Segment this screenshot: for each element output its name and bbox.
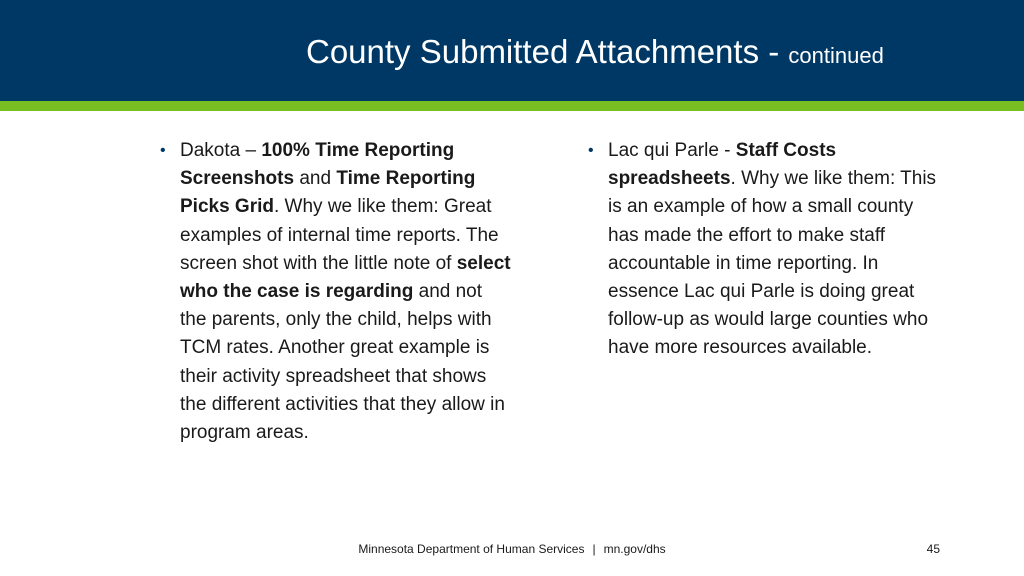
header-accent-stripe — [0, 101, 1024, 111]
text-segment: Lac qui Parle - — [608, 140, 736, 161]
slide-title — [306, 30, 1006, 78]
bold-text-segment: Staff Costs spreadsheets — [608, 140, 837, 190]
slide-title-subtitle: continued — [788, 43, 884, 68]
footer-org: Minnesota Department of Human Services — [358, 542, 585, 556]
footer-separator: | — [592, 542, 596, 556]
bullet-text-lac-qui-parle — [608, 137, 943, 363]
text-segment: and not the parents, only the child, helps with TCM rates. Another great example is their activity spreadsheet that shows the different activities that they allow in program areas. — [180, 281, 505, 444]
footer — [0, 541, 1024, 557]
bold-text-segment: Time Reporting Picks Grid — [180, 168, 476, 218]
bold-text-segment: 100% Time Reporting Screenshots — [180, 140, 455, 190]
bullet-item-lac-qui-parle — [588, 137, 943, 363]
bullet-icon: • — [160, 142, 166, 159]
text-segment: . Why we like them: This is an example of how a small county has made the effort to make staff accountable in time reporting. In essence Lac qui Parle is doing great follow-up as would large counties who have more resources available. — [608, 168, 937, 359]
bullet-icon: • — [588, 142, 594, 159]
slide-title-main: County Submitted Attachments - — [306, 33, 789, 70]
text-segment: . Why we like them: Great examples of internal time reports. The screen shot with the little note of — [180, 196, 499, 274]
text-segment: and — [294, 168, 337, 190]
footer-url: mn.gov/dhs — [603, 542, 666, 556]
left-column — [160, 137, 512, 447]
right-column — [588, 137, 943, 363]
bullet-text-dakota — [180, 137, 512, 447]
text-segment: Dakota – — [180, 140, 262, 161]
bold-text-segment: select who the case is regarding — [180, 252, 511, 303]
page-number: 45 — [926, 542, 940, 556]
bullet-item-dakota — [160, 137, 512, 447]
